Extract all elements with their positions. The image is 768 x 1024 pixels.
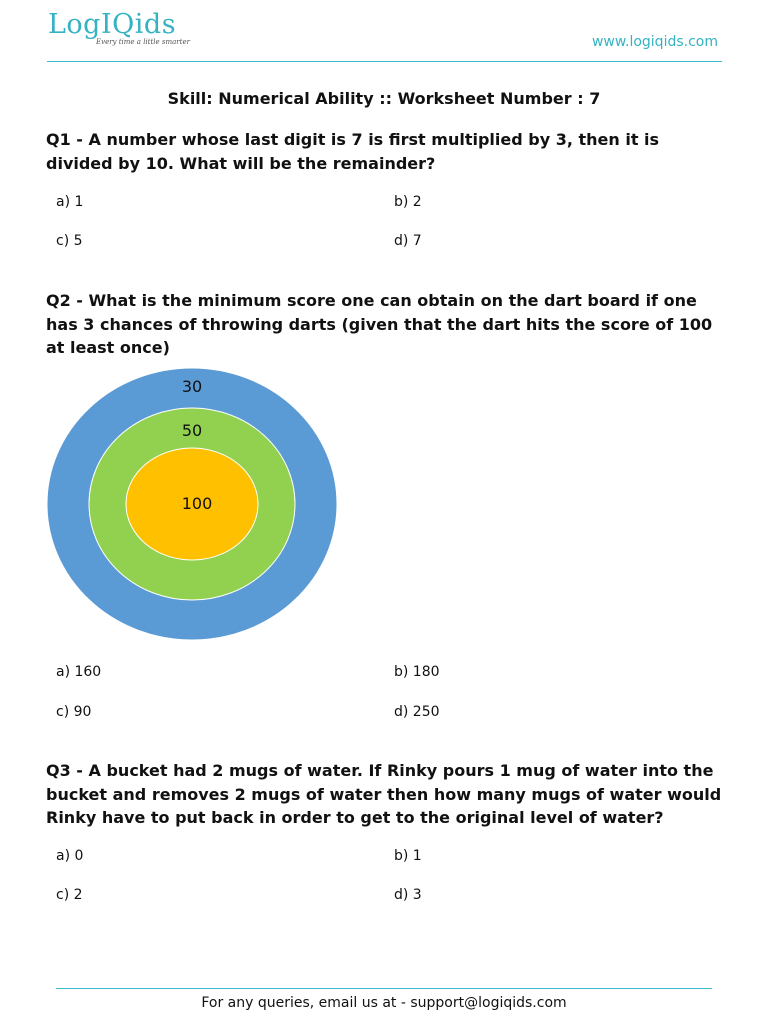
q3-option-c: c) 2 xyxy=(56,887,83,903)
q2-option-b: b) 180 xyxy=(394,664,440,680)
logiqids-logo xyxy=(48,10,190,46)
dartboard-label-100: 100 xyxy=(181,494,213,513)
logo-tagline: Every time a little smarter xyxy=(96,38,190,46)
q3-option-d: d) 3 xyxy=(394,887,422,903)
dartboard-label-50: 50 xyxy=(181,421,203,440)
header-divider xyxy=(47,61,722,62)
page-header xyxy=(0,0,768,62)
logo-text: LogIQids xyxy=(48,9,177,40)
question-2: Q2 - What is the minimum score one can obtain on the dart board if one has 3 chances of throwing darts (given that the dart hits the score of 100 at least once) xyxy=(46,291,713,357)
footer-contact: For any queries, email us at - support@logiqids.com xyxy=(201,995,567,1011)
q1-option-d: d) 7 xyxy=(394,233,422,249)
question-3: Q3 - A bucket had 2 mugs of water. If Rinky pours 1 mug of water into the bucket and removes 2 mugs of water then how many mugs of water would Rinky have to put back in order to get to the original level of water? xyxy=(46,761,722,827)
dartboard-diagram xyxy=(46,367,338,641)
worksheet-title: Skill: Numerical Ability :: Worksheet Number : 7 xyxy=(167,89,601,108)
question-1: Q1 - A number whose last digit is 7 is first multiplied by 3, then it is divided by 10. What will be the remainder? xyxy=(46,130,660,173)
footer-divider xyxy=(56,988,712,989)
website-link[interactable]: www.logiqids.com xyxy=(591,34,718,50)
q2-option-c: c) 90 xyxy=(56,704,92,720)
dartboard-label-30: 30 xyxy=(181,377,203,396)
q1-option-a: a) 1 xyxy=(56,194,84,210)
q1-option-b: b) 2 xyxy=(394,194,422,210)
q2-option-a: a) 160 xyxy=(56,664,102,680)
q3-option-a: a) 0 xyxy=(56,848,84,864)
q3-option-b: b) 1 xyxy=(394,848,422,864)
q2-option-d: d) 250 xyxy=(394,704,440,720)
q1-option-c: c) 5 xyxy=(56,233,83,249)
